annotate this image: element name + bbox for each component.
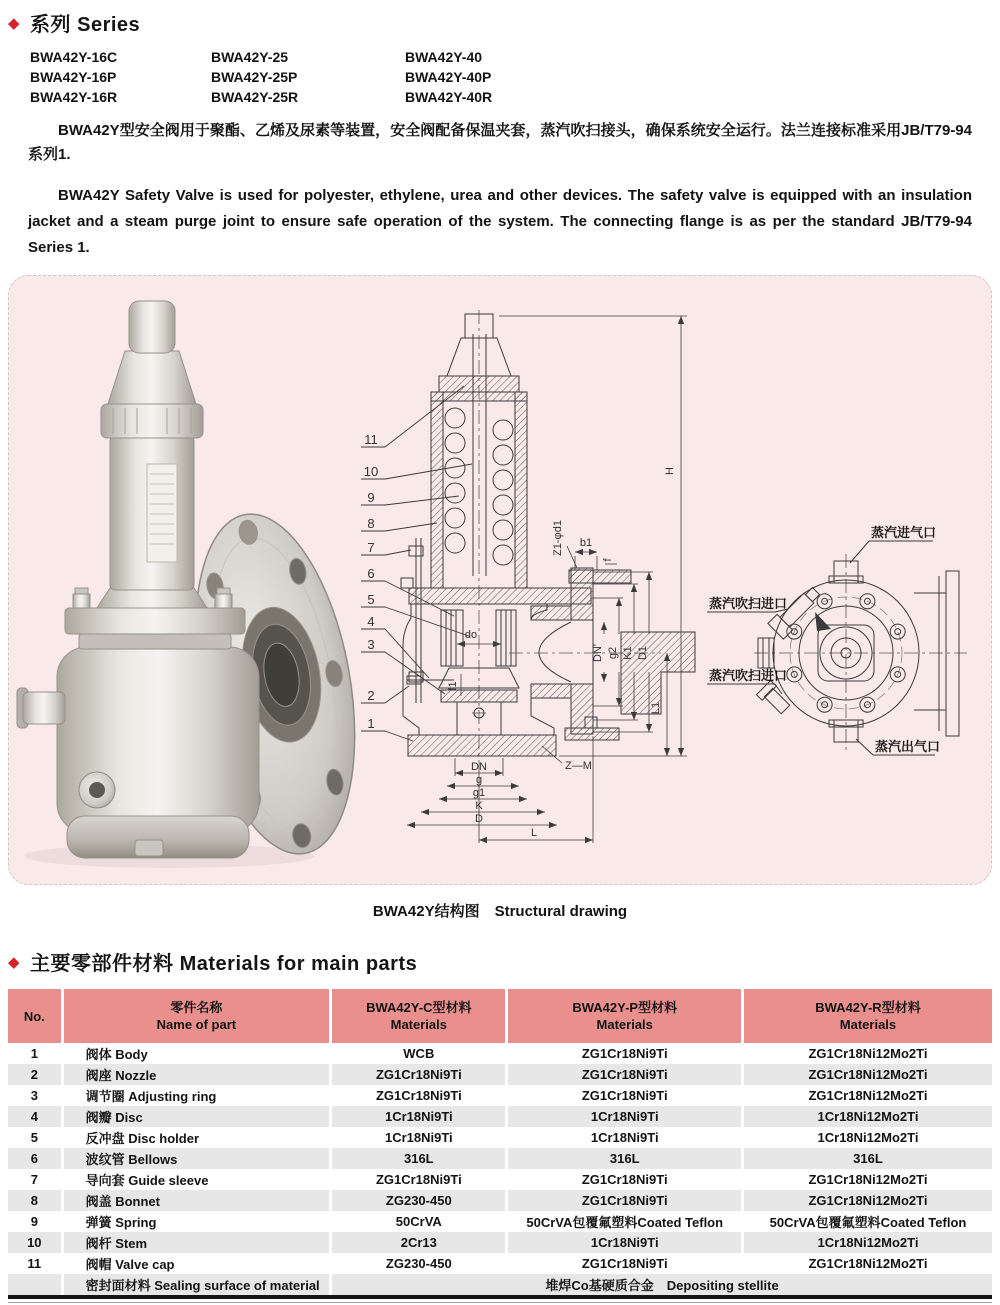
callout-5: 5 [367, 592, 375, 607]
cell-no: 8 [8, 1190, 62, 1211]
header-material-c: BWA42Y-C型材料 Materials [331, 989, 507, 1043]
callout-10: 10 [363, 464, 379, 479]
cell-name: 阀帽 Valve cap [62, 1253, 331, 1274]
cell-no: 2 [8, 1064, 62, 1085]
cell-material-c: ZG1Cr18Ni9Ti [331, 1169, 507, 1190]
callout-2: 2 [367, 688, 375, 703]
table-row [8, 1169, 992, 1190]
model-item: BWA42Y-16R [30, 89, 118, 105]
table-row [8, 1190, 992, 1211]
sealing-surface-label: 密封面材料 Sealing surface of material [62, 1274, 331, 1297]
cell-material-p: 50CrVA包覆氟塑料Coated Teflon [507, 1211, 742, 1232]
cell-material-r: 316L [853, 1151, 883, 1166]
cell-material-p: 316L [507, 1148, 742, 1169]
cell-material-r: ZG1Cr18Ni12Mo2Ti [808, 1046, 928, 1061]
callout-11: 11 [364, 432, 378, 447]
cell-material-c: ZG230-450 [331, 1190, 507, 1211]
sealing-surface-value: 堆焊Co基硬质合金 Depositing stellite [331, 1274, 992, 1297]
table-header-row [8, 989, 992, 1043]
cell-no: 5 [8, 1127, 62, 1148]
dim-label-do: do [464, 629, 478, 641]
dim-label-l1: L1 [650, 701, 662, 715]
model-list [30, 47, 1000, 107]
series-title-text: 系列 Series [30, 14, 141, 36]
dim-label-b1: b1 [579, 537, 593, 549]
cell-name: 阀瓣 Disc [62, 1106, 331, 1127]
table-row [8, 1211, 992, 1232]
steam-purge-fitting-lower [756, 680, 792, 716]
cell-name: 波纹管 Bellows [62, 1148, 331, 1169]
cell-material-p: ZG1Cr18Ni9Ti [507, 1169, 742, 1190]
cell-material-r: ZG1Cr18Ni12Mo2Ti [808, 1067, 928, 1082]
cell-material-c: ZG230-450 [331, 1253, 507, 1274]
dim-label-dn-outlet: DN' [592, 644, 604, 662]
header-material-r: BWA42Y-R型材料 Materials [742, 989, 992, 1043]
steam-outlet-label: 蒸汽出气口 [875, 739, 941, 754]
dim-label-k: K [475, 800, 483, 812]
cell-name: 反冲盘 Disc holder [62, 1127, 331, 1148]
section-diamond-icon: ◆ [8, 953, 21, 971]
cell-no: 7 [8, 1169, 62, 1190]
model-item: BWA42Y-25P [211, 69, 298, 85]
cell-material-p: ZG1Cr18Ni9Ti [507, 1085, 742, 1106]
section-diamond-icon: ◆ [8, 14, 21, 32]
callout-9: 9 [367, 490, 375, 505]
cell-material-c: ZG1Cr18Ni9Ti [331, 1064, 507, 1085]
cell-no: 10 [8, 1232, 62, 1253]
model-item: BWA42Y-40 [405, 49, 483, 65]
description-paragraph-english: BWA42Y Safety Valve is used for polyester, ethylene, urea and other devices. The safety valve is equipped with an insulation jacket and a steam purge joint to ensure safe operation of the system. The connecting flange is as per the standard JB/T79-94 Series 1. [28, 187, 972, 256]
cross-section-drawing [401, 310, 695, 768]
cell-material-p: ZG1Cr18Ni9Ti [507, 1253, 742, 1274]
materials-section-title [8, 947, 1000, 976]
cell-no: 4 [8, 1106, 62, 1127]
figure-svg [9, 276, 993, 886]
table-row [8, 1064, 992, 1085]
dim-label-g2: g2 [607, 646, 619, 660]
dim-label-z1-d1: Z1-φd1 [552, 520, 564, 556]
dim-label-dn: DN [471, 761, 487, 773]
model-item: BWA42Y-25 [211, 49, 289, 65]
dim-label-h: H [664, 467, 676, 475]
callout-1: 1 [367, 716, 375, 731]
table-row [8, 1253, 992, 1274]
model-column-3 [405, 47, 586, 107]
table-footer-row [8, 1274, 992, 1297]
cell-name: 调节圈 Adjusting ring [62, 1085, 331, 1106]
valve-photo-label-sticker [147, 464, 177, 562]
dim-label-l: L [530, 827, 538, 839]
steam-inlet-label: 蒸汽进气口 [871, 525, 937, 540]
cell-material-c: 316L [331, 1148, 507, 1169]
cell-material-p: 1Cr18Ni9Ti [507, 1106, 742, 1127]
dim-label-f1: f1 [447, 681, 459, 691]
table-row [8, 1148, 992, 1169]
valve-photo-bonnet-flange [65, 608, 245, 634]
cell-name: 阀体 Body [62, 1043, 331, 1064]
callout-8: 8 [367, 516, 375, 531]
callout-6: 6 [367, 566, 375, 581]
table-row [8, 1127, 992, 1148]
cell-name: 导向套 Guide sleeve [62, 1169, 331, 1190]
cell-material-p: 1Cr18Ni9Ti [507, 1232, 742, 1253]
dim-label-k1: K1 [622, 646, 634, 660]
model-item: BWA42Y-40P [405, 69, 492, 85]
cell-no-empty [8, 1274, 62, 1297]
cell-material-r: 1Cr18Ni12Mo2Ti [817, 1130, 919, 1145]
model-item: BWA42Y-25R [211, 89, 299, 105]
header-material-p: BWA42Y-P型材料 Materials [507, 989, 742, 1043]
cell-no: 1 [8, 1043, 62, 1064]
description-paragraph-chinese: BWA42Y型安全阀用于聚酯、乙烯及尿素等装置，安全阀配备保温夹套，蒸汽吹扫接头，确保系统安全运行。法兰连接标准采用JB/T79-94系列1. [28, 122, 972, 163]
header-name: 零件名称 Name of part [62, 989, 331, 1043]
side-view-drawing [707, 525, 967, 755]
cell-material-r: ZG1Cr18Ni12Mo2Ti [808, 1193, 928, 1208]
outlet-flange-side [946, 571, 959, 736]
table-row [8, 1232, 992, 1253]
dim-label-d: D [475, 813, 483, 825]
figure-caption: BWA42Y结构图 Structural drawing [372, 903, 628, 920]
callout-4: 4 [367, 614, 375, 629]
materials-title-text: 主要零部件材料 Materials for main parts [30, 953, 418, 975]
cell-material-r: ZG1Cr18Ni12Mo2Ti [808, 1172, 928, 1187]
cell-no: 9 [8, 1211, 62, 1232]
cell-name: 弹簧 Spring [62, 1211, 331, 1232]
dim-label-d1: D1 [637, 645, 649, 661]
steam-purge-upper-label: 蒸汽吹扫进口 [709, 596, 788, 611]
cell-material-c: 50CrVA [331, 1211, 507, 1232]
cell-material-r: 1Cr18Ni12Mo2Ti [817, 1109, 919, 1124]
cell-material-r: 1Cr18Ni12Mo2Ti [817, 1235, 919, 1250]
cell-material-r: 50CrVA包覆氟塑料Coated Teflon [769, 1215, 967, 1230]
model-column-1 [30, 47, 211, 107]
cell-no: 11 [8, 1253, 62, 1274]
materials-table [8, 989, 992, 1299]
table-row [8, 1085, 992, 1106]
dim-label-g1: g1 [472, 787, 486, 799]
model-item: BWA42Y-16C [30, 49, 118, 65]
dim-label-z-m: Z—M [565, 760, 592, 772]
cell-name: 阀座 Nozzle [62, 1064, 331, 1085]
cell-material-c: 2Cr13 [331, 1232, 507, 1253]
callout-7: 7 [367, 540, 375, 555]
cell-name: 阀盖 Bonnet [62, 1190, 331, 1211]
cell-material-p: 1Cr18Ni9Ti [507, 1127, 742, 1148]
model-item: BWA42Y-40R [405, 89, 493, 105]
valve-photo [17, 301, 379, 868]
dim-label-g: g [475, 774, 483, 786]
cell-material-c: 1Cr18Ni9Ti [331, 1106, 507, 1127]
valve-photo-cap [129, 301, 175, 353]
cell-no: 6 [8, 1148, 62, 1169]
cell-material-c: ZG1Cr18Ni9Ti [331, 1085, 507, 1106]
cell-material-p: ZG1Cr18Ni9Ti [507, 1190, 742, 1211]
figure-panel [8, 275, 992, 885]
table-row [8, 1043, 992, 1064]
header-no: No. [8, 989, 62, 1043]
series-section-title [8, 8, 1000, 37]
cell-material-r: ZG1Cr18Ni12Mo2Ti [808, 1088, 928, 1103]
callout-3: 3 [367, 637, 375, 652]
cell-name: 阀杆 Stem [62, 1232, 331, 1253]
steam-purge-lower-label: 蒸汽吹扫进口 [709, 668, 788, 683]
cell-material-r: ZG1Cr18Ni12Mo2Ti [808, 1256, 928, 1271]
model-item: BWA42Y-16P [30, 69, 117, 85]
cell-material-p: ZG1Cr18Ni9Ti [507, 1064, 742, 1085]
cell-material-c: 1Cr18Ni9Ti [331, 1127, 507, 1148]
model-column-2 [211, 47, 405, 107]
dim-label-f: f [602, 558, 614, 562]
table-bottom-rule [8, 1302, 992, 1303]
cell-material-p: ZG1Cr18Ni9Ti [507, 1043, 742, 1064]
cell-no: 3 [8, 1085, 62, 1106]
cell-material-c: WCB [331, 1043, 507, 1064]
table-row [8, 1106, 992, 1127]
